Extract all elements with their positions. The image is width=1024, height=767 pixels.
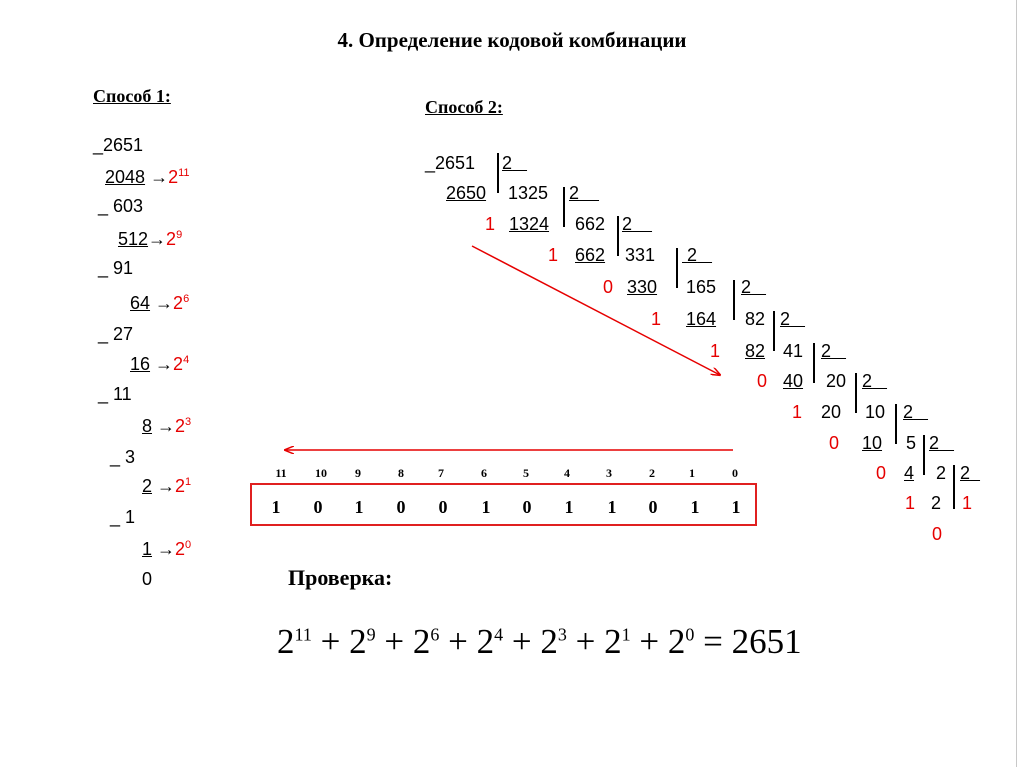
m2-divisor: 2 xyxy=(741,277,752,297)
m2-subtracted: 164 xyxy=(686,309,717,329)
m2-divisor: 2 xyxy=(862,371,873,391)
m2-subtracted: 1324 xyxy=(509,214,550,234)
m2-remainder: 0 xyxy=(932,524,943,544)
m2-remainder: 1 xyxy=(651,309,662,329)
bit-index: 7 xyxy=(438,466,444,480)
m2-subtracted: 40 xyxy=(783,371,804,391)
bit-index: 3 xyxy=(606,466,612,480)
arrow-icon: → xyxy=(148,229,167,249)
m2-remainder: 0 xyxy=(603,277,614,297)
m2-remainder: 1 xyxy=(485,214,496,234)
bit-value: 1 xyxy=(731,497,741,517)
bit-index: 6 xyxy=(481,466,487,480)
arrow-icon: → xyxy=(157,539,176,559)
m1-row-power-3: $8 \to 2^3$ xyxy=(142,416,192,436)
m2-remainder: 0 xyxy=(829,433,840,453)
bit-index: 11 xyxy=(275,466,287,480)
m1-row-power-4: $16 \to 2^4$ xyxy=(130,354,190,374)
check-heading: Проверка: xyxy=(288,565,393,590)
m2-quotient: 41 xyxy=(783,341,804,361)
m1-row-remainder: _ 11 xyxy=(98,384,132,404)
bit-index: 5 xyxy=(523,466,529,480)
m1-row-power-6: $64 \to 2^6$ xyxy=(130,293,190,313)
m2-quotient: 1325 xyxy=(508,183,549,203)
arrow-icon: → xyxy=(157,476,176,496)
m2-quotient: 2 xyxy=(936,463,947,483)
m2-remainder: 0 xyxy=(876,463,887,483)
bit-value: 1 xyxy=(271,497,281,517)
diagonal-arrow xyxy=(472,246,720,375)
m2-remainder: 1 xyxy=(710,341,721,361)
bit-value: 1 xyxy=(607,497,617,517)
bit-index: 10 xyxy=(315,466,327,480)
m2-quotient: 165 xyxy=(686,277,717,297)
method2-heading: Способ 2: xyxy=(425,97,503,117)
m2-remainder: 1 xyxy=(905,493,916,513)
bit-value: 1 xyxy=(564,497,574,517)
bit-index: 8 xyxy=(398,466,404,480)
m2-divisor: 2 xyxy=(960,463,971,483)
m2-remainder: 1 xyxy=(548,245,559,265)
bit-value: 0 xyxy=(396,497,406,517)
arrow-icon: → xyxy=(155,354,174,374)
bit-index: 0 xyxy=(732,466,738,480)
arrow-icon: → xyxy=(155,293,174,313)
m2-subtracted: 2650 xyxy=(446,183,487,203)
m1-row-remainder: _ 603 xyxy=(98,196,144,216)
m2-divisor: 2 xyxy=(622,214,633,234)
bit-value: 0 xyxy=(313,497,323,517)
m1-row-final: 0 xyxy=(142,569,153,589)
arrow-icon: → xyxy=(157,416,176,436)
m2-divisor: 2 xyxy=(502,153,513,173)
bit-value: 0 xyxy=(522,497,532,517)
bit-index: 1 xyxy=(689,466,695,480)
bit-value: 1 xyxy=(690,497,700,517)
m1-row-power-1: $2 \to 2^1$ xyxy=(142,476,192,496)
check-formula: $2^{11} + 2^9 + 2^6 + 2^4 + 2^3 + 2^1 + 2^0 = 2651$ xyxy=(277,622,802,661)
m2-dividend: _2651 xyxy=(425,153,476,173)
m2-subtracted: 330 xyxy=(627,277,658,297)
method1-heading: Способ 1: xyxy=(93,86,171,106)
m2-divisor: 2 xyxy=(821,341,832,361)
check-result: 2651 xyxy=(731,622,802,661)
m1-row-remainder: _ 1 xyxy=(110,507,136,527)
m2-remainder: 1 xyxy=(792,402,803,422)
m1-row-power-9: $512\to 2^9$ xyxy=(118,229,183,249)
m2-quotient: 5 xyxy=(906,433,917,453)
m2-quotient: 1 xyxy=(962,493,973,513)
m2-remainder: 0 xyxy=(757,371,768,391)
m1-row-dividend: _2651 xyxy=(93,135,144,155)
m2-divisor: 2 xyxy=(929,433,940,453)
m2-subtracted: 2 xyxy=(931,493,942,513)
m1-row-remainder: _ 3 xyxy=(110,447,136,467)
bit-value: 1 xyxy=(481,497,491,517)
m2-divisor: 2 xyxy=(569,183,580,203)
m2-quotient: 331 xyxy=(625,245,656,265)
bit-index: 2 xyxy=(649,466,655,480)
m2-subtracted: 20 xyxy=(821,402,842,422)
m2-divisor: 2 xyxy=(687,245,698,265)
m2-quotient: 662 xyxy=(575,214,606,234)
m2-subtracted: 82 xyxy=(745,341,766,361)
m2-quotient: 10 xyxy=(865,402,886,422)
m1-row-remainder: _ 27 xyxy=(98,324,134,344)
m2-subtracted: 4 xyxy=(904,463,915,483)
m2-divisor: 2 xyxy=(780,309,791,329)
m2-divisor: 2 xyxy=(903,402,914,422)
bit-index: 9 xyxy=(355,466,361,480)
m2-quotient: 20 xyxy=(826,371,847,391)
page-title: 4. Определение кодовой комбинации xyxy=(337,28,687,52)
bit-index: 4 xyxy=(564,466,570,480)
bit-value: 1 xyxy=(354,497,364,517)
m1-row-power-0: $1 \to 2^0$ xyxy=(142,539,192,559)
m2-subtracted: 662 xyxy=(575,245,606,265)
m2-quotient: 82 xyxy=(745,309,766,329)
arrow-icon: → xyxy=(150,167,169,187)
m1-row-remainder: _ 91 xyxy=(98,258,134,278)
m2-subtracted: 10 xyxy=(862,433,883,453)
bit-value: 0 xyxy=(648,497,658,517)
m1-row-power-11: $2048 \to 2^{11}$ xyxy=(105,167,190,187)
bit-value: 0 xyxy=(438,497,448,517)
